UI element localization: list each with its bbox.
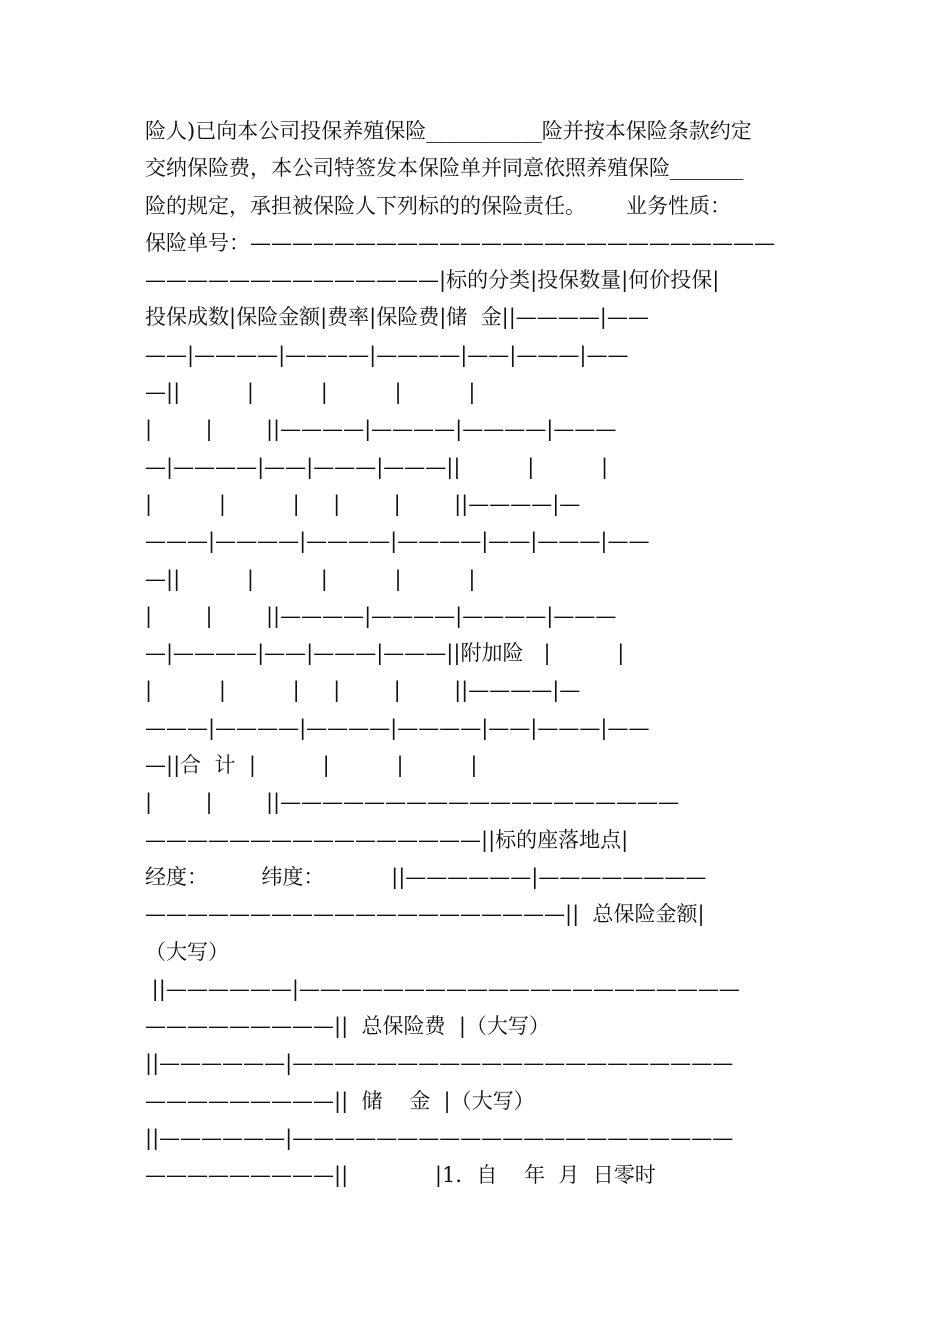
text-line: 险人)已向本公司投保养殖保险___________险并按本保险条款约定 (145, 119, 752, 143)
text-line: | | ||————|————|————|——— (145, 603, 617, 628)
text-line: ———|————|————|————|——|———|—— (145, 715, 650, 740)
text-line: —|| | | | | (145, 566, 476, 591)
text-line: | | ||——————————————————— (145, 790, 680, 815)
text-line: —||合 计 | | | | (145, 753, 478, 778)
text-line: —|————|——|———|———||附加险 | | (145, 641, 625, 666)
text-line: —————————|| 储 金 |（大写） (145, 1088, 535, 1113)
text-line: | | | | | ||————|— (145, 491, 581, 516)
text-line: 投保成数|保险金额|费率|保险费|储 金||————|—— (145, 305, 649, 330)
text-line: （大写） (145, 939, 229, 964)
text-line: —————————|| 总保险费 |（大写） (145, 1014, 550, 1039)
text-line: | | | | | ||————|— (145, 678, 581, 703)
text-line: ————————————————————|| 总保险金额| (145, 902, 705, 927)
text-line: 险的规定，承担被保险人下列标的的保险责任。 业务性质： (145, 193, 732, 218)
text-line: ||——————|————————————————————— (145, 1051, 734, 1076)
text-line: —|————|——|———|———|| | | (145, 454, 609, 479)
text-line: ————————————————||标的座落地点| (145, 827, 629, 852)
text-line: 保险单号：————————————————————————— (145, 230, 775, 255)
policy-text-body (145, 113, 815, 1195)
text-line: ——————————————|标的分类|投保数量|何价投保| (145, 268, 720, 293)
text-line: —|| | | | | (145, 380, 476, 405)
text-line: | | ||————|————|————|——— (145, 417, 617, 442)
text-line: ——|————|————|————|——|———|—— (145, 342, 629, 367)
text-line: 交纳保险费，本公司特签发本保险单并同意依照养殖保险_______ (145, 156, 744, 181)
text-line: —————————|| |1．自 年 月 日零时 (145, 1163, 656, 1188)
text-line: 经度： 纬度： ||——————|———————— (145, 864, 707, 889)
text-line: ||——————|————————————————————— (145, 1126, 734, 1151)
text-line: ———|————|————|————|——|———|—— (145, 529, 650, 554)
text-line: ||——————|————————————————————— (145, 976, 740, 1001)
